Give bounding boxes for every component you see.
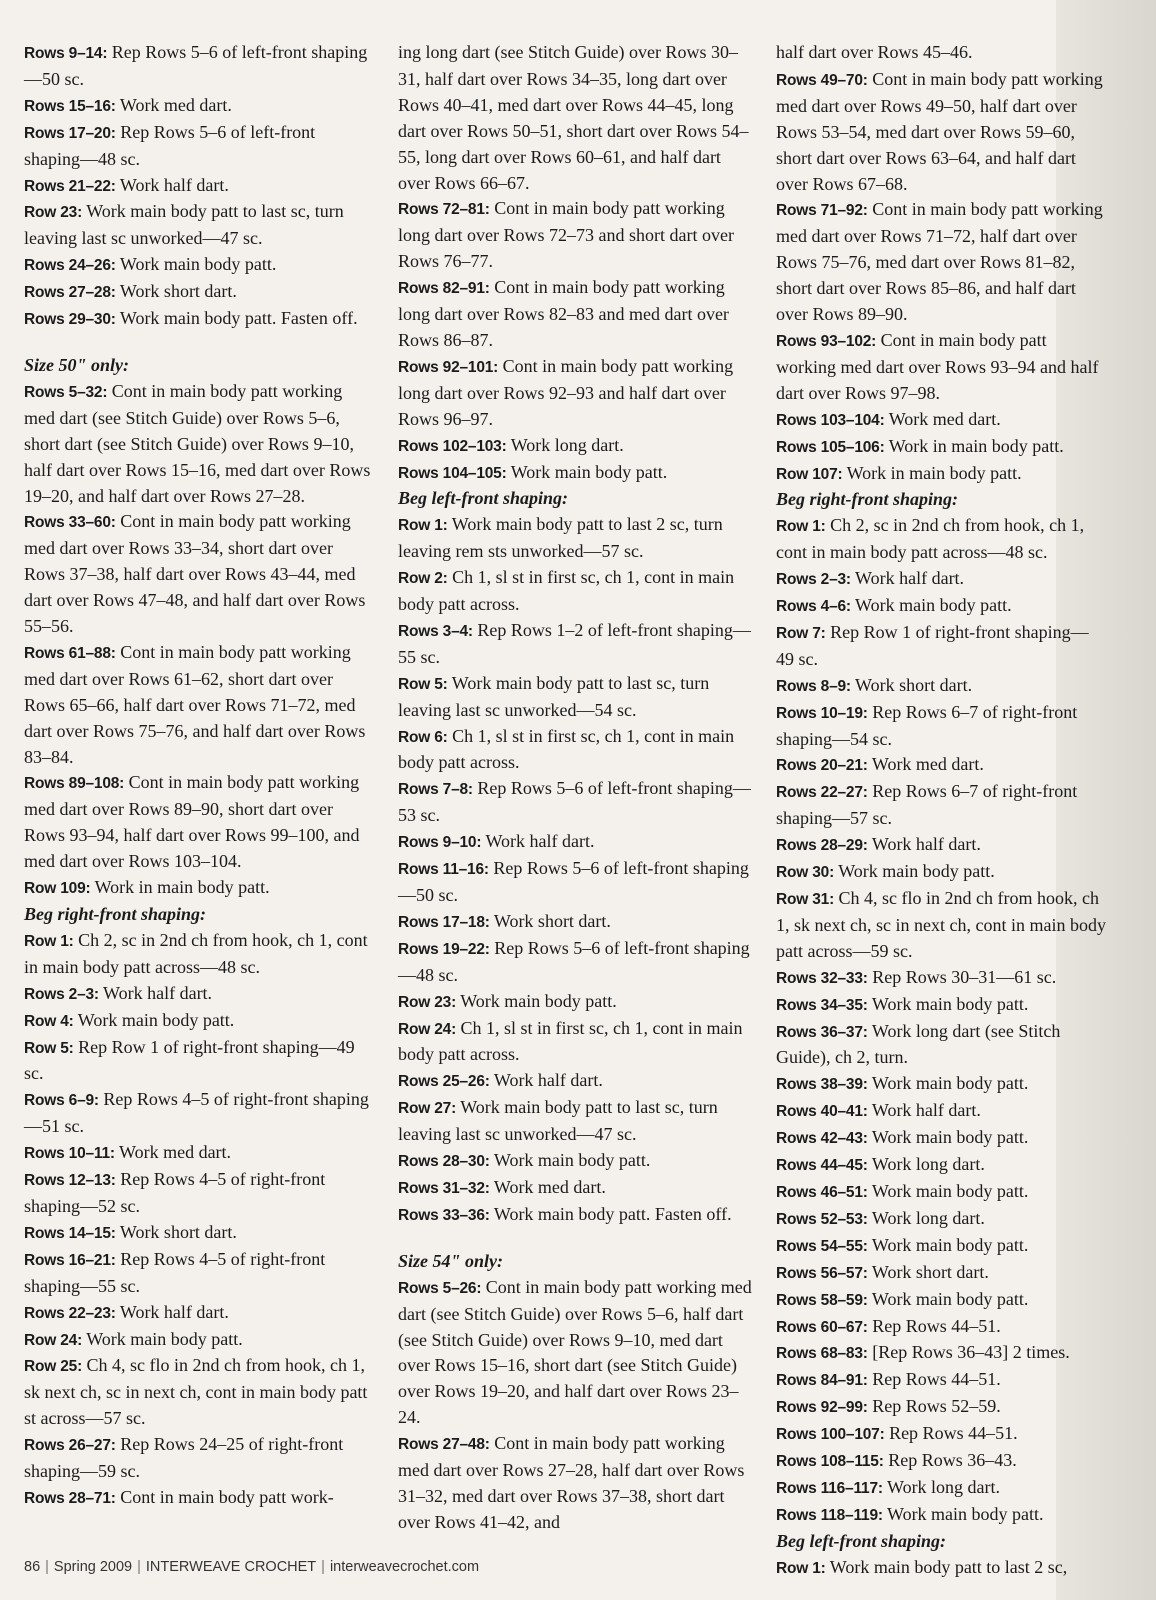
row-instruction: Rep Rows 5–6 of left-front shaping—48 sc.	[24, 121, 316, 169]
row-instruction: Rep Rows 44–51.	[867, 1315, 1001, 1336]
instruction-row	[24, 1167, 374, 1220]
instruction-row	[398, 856, 756, 909]
row-instruction: Work med dart.	[884, 408, 1001, 429]
instruction-row	[398, 989, 756, 1016]
row-label: Rows 17–18:	[398, 913, 490, 931]
instruction-row	[398, 1175, 756, 1202]
instruction-row	[776, 1421, 1106, 1448]
row-label: Rows 105–106:	[776, 438, 885, 456]
instruction-row	[776, 593, 1106, 620]
instruction-row	[776, 513, 1106, 566]
instruction-row	[24, 1247, 374, 1300]
row-label: Rows 10–11:	[24, 1145, 115, 1163]
row-instruction: Work half dart.	[98, 982, 213, 1003]
section-heading: Size 54" only:	[398, 1250, 503, 1271]
issue-date: Spring 2009	[53, 1559, 133, 1575]
row-instruction: Rep Rows 4–5 of right-front shaping—52 sc.	[24, 1169, 326, 1216]
instruction-row	[398, 1068, 756, 1095]
instruction-row	[776, 1394, 1106, 1421]
row-label: Rows 9–10:	[398, 834, 482, 852]
instruction-row	[398, 829, 756, 856]
row-label: Rows 10–19:	[776, 704, 868, 722]
row-instruction: Rep Rows 1–2 of left-front shaping—55 sc.	[398, 619, 751, 667]
text-column-2	[398, 40, 756, 1536]
row-label: Row 6:	[398, 728, 448, 746]
instruction-row	[24, 279, 374, 306]
row-label: Rows 28–29:	[776, 837, 868, 855]
instruction-row	[24, 252, 374, 279]
instruction-row	[398, 1202, 756, 1229]
row-instruction: Work main body patt.	[82, 1328, 243, 1349]
instruction-row	[398, 909, 756, 936]
row-instruction: half dart over Rows 45–46.	[776, 42, 973, 62]
row-instruction: Rep Rows 44–51.	[884, 1423, 1018, 1444]
row-instruction: Cont in main body patt work-	[115, 1486, 334, 1507]
website-url: interweavecrochet.com	[329, 1559, 480, 1575]
instruction-row	[776, 40, 1106, 67]
instruction-row	[398, 512, 756, 565]
instruction-row	[24, 173, 374, 200]
section-heading: Beg left-front shaping:	[776, 1530, 947, 1551]
row-instruction: Work main body patt.	[867, 1073, 1029, 1094]
row-instruction: Work main body patt.	[850, 595, 1012, 616]
row-instruction: Cont in main body patt working med dart over Rows 71–72, half dart over Rows 75–76, med dart over Rows 81–82, short dart over Rows 85–86, and half dart over Rows 89–90.	[776, 199, 1103, 325]
instruction-row	[24, 1353, 374, 1432]
instruction-row	[776, 1260, 1106, 1287]
section-spacer	[24, 333, 374, 353]
row-label: Rows 60–67:	[776, 1318, 868, 1336]
row-label: Rows 22–23:	[24, 1304, 116, 1322]
row-label: Row 25:	[24, 1358, 83, 1376]
instruction-row	[398, 1016, 756, 1069]
row-label: Row 5:	[24, 1039, 74, 1057]
row-label: Rows 93–102:	[776, 332, 877, 350]
instruction-row	[398, 724, 756, 777]
row-instruction: Work main body patt to last sc, turn leaving last sc unworked—47 sc.	[24, 201, 344, 249]
row-instruction: Work main body patt.	[73, 1009, 235, 1030]
row-label: Rows 15–16:	[24, 97, 116, 115]
row-label: Rows 21–22:	[24, 177, 116, 195]
instruction-row	[776, 1367, 1106, 1394]
row-instruction: Work in main body patt.	[884, 435, 1064, 456]
instruction-row	[776, 1152, 1106, 1179]
row-label: Rows 2–3:	[24, 985, 99, 1003]
row-instruction: Rep Rows 5–6 of left-front shaping—50 sc.	[398, 858, 749, 905]
instruction-row	[24, 1300, 374, 1327]
row-label: Rows 32–33:	[776, 969, 868, 987]
row-instruction: Ch 1, sl st in first sc, ch 1, cont in main body patt across.	[398, 725, 735, 773]
row-instruction: Work half dart.	[115, 1301, 229, 1322]
instruction-row	[776, 67, 1106, 198]
row-label: Rows 100–107:	[776, 1426, 885, 1444]
row-instruction: Work main body patt.	[115, 254, 277, 275]
section-heading: Beg right-front shaping:	[24, 904, 207, 924]
row-instruction: Work main body patt. Fasten off.	[115, 308, 358, 329]
instruction-row	[776, 965, 1106, 992]
row-label: Rows 29–30:	[24, 311, 116, 329]
row-label: Rows 102–103:	[398, 437, 507, 455]
row-label: Rows 92–99:	[776, 1399, 868, 1417]
row-instruction: Rep Row 1 of right-front shaping—49 sc.	[776, 621, 1089, 669]
row-instruction: Work med dart.	[114, 1142, 232, 1163]
row-instruction: Cont in main body patt working long dart over Rows 82–83 and med dart over Rows 86–87.	[398, 277, 729, 350]
row-instruction: Work main body patt.	[506, 461, 668, 482]
row-label: Rows 56–57:	[776, 1264, 868, 1282]
instruction-row	[398, 275, 756, 354]
row-instruction: Work short dart.	[850, 674, 973, 695]
page-number: 86	[24, 1559, 41, 1575]
row-label: Rows 20–21:	[776, 757, 868, 775]
instruction-row	[776, 1287, 1106, 1314]
row-instruction: Work long dart (see Stitch Guide), ch 2, turn.	[776, 1020, 1061, 1068]
row-label: Rows 89–108:	[24, 775, 125, 793]
row-label: Rows 28–30:	[398, 1153, 490, 1171]
instruction-row	[776, 1448, 1106, 1475]
row-label: Rows 5–32:	[24, 383, 108, 401]
row-instruction: Work med dart.	[489, 1176, 606, 1197]
instruction-row	[24, 199, 374, 252]
row-instruction: Cont in main body patt working long dart over Rows 92–93 and half dart over Rows 96–97.	[398, 355, 734, 429]
row-instruction: Work main body patt.	[867, 993, 1029, 1014]
instruction-row	[398, 433, 756, 460]
instruction-row	[398, 1431, 756, 1536]
instruction-row	[776, 407, 1106, 434]
row-label: Rows 54–55:	[776, 1237, 868, 1255]
section-heading: Size 50" only:	[24, 354, 129, 375]
row-label: Row 30:	[776, 864, 835, 882]
row-label: Rows 3–4:	[398, 622, 473, 640]
section-heading: Beg left-front shaping:	[398, 488, 569, 509]
row-label: Rows 25–26:	[398, 1073, 490, 1091]
row-instruction: Ch 2, sc in 2nd ch from hook, ch 1, cont in main body patt across—48 sc.	[776, 515, 1085, 563]
row-instruction: Cont in main body patt working med dart over Rows 61–62, short dart over Rows 65–66, half dart over Rows 71–72, med dart over Rows 75–76, and half dart over Rows 83–84.	[24, 641, 366, 767]
row-instruction: Work long dart.	[867, 1207, 985, 1228]
row-instruction: Rep Rows 6–7 of right-front shaping—54 sc.	[776, 701, 1078, 749]
instruction-row	[24, 93, 374, 120]
row-label: Rows 22–27:	[776, 784, 868, 802]
row-label: Rows 92–101:	[398, 358, 499, 376]
row-label: Rows 72–81:	[398, 201, 490, 219]
row-instruction: Work short dart.	[115, 281, 237, 302]
row-label: Row 1:	[398, 517, 448, 535]
row-instruction: Rep Rows 5–6 of left-front shaping—48 sc.	[398, 937, 750, 985]
row-instruction: Rep Rows 5–6 of left-front shaping—53 sc.	[398, 778, 751, 826]
instruction-row	[776, 992, 1106, 1019]
row-instruction: Work half dart.	[115, 174, 229, 195]
instruction-row	[776, 1098, 1106, 1125]
row-label: Rows 9–14:	[24, 45, 108, 62]
instruction-row	[776, 434, 1106, 461]
row-label: Rows 16–21:	[24, 1251, 116, 1269]
row-instruction: Work long dart.	[882, 1476, 1001, 1497]
row-label: Row 107:	[776, 465, 843, 483]
row-instruction: Ch 2, sc in 2nd ch from hook, ch 1, cont in main body patt across—48 sc.	[24, 929, 368, 977]
row-instruction: Cont in main body patt working med dart over Rows 49–50, half dart over Rows 53–54, med dart over Rows 59–60, short dart over Rows 63–64, and half dart over Rows 67–68.	[776, 68, 1103, 194]
row-label: Rows 116–117:	[776, 1479, 883, 1497]
instruction-row	[398, 460, 756, 487]
row-instruction: Work in main body patt.	[90, 877, 270, 898]
section-spacer	[398, 1229, 756, 1249]
instruction-row	[398, 565, 756, 618]
row-instruction: Work half dart.	[481, 831, 595, 852]
row-instruction: Cont in main body patt working med dart over Rows 89–90, short dart over Rows 93–94, half dart over Rows 99–100, and med dart over Rows 103–104.	[24, 772, 360, 872]
row-instruction: Work main body patt.	[867, 1127, 1029, 1148]
row-instruction: Work short dart.	[867, 1261, 989, 1282]
row-label: Rows 68–83:	[776, 1345, 868, 1363]
instruction-row	[776, 566, 1106, 593]
row-instruction: Work half dart.	[489, 1070, 603, 1091]
row-instruction: Work short dart.	[115, 1221, 237, 1242]
row-label: Rows 31–32:	[398, 1179, 490, 1197]
row-instruction: Ch 1, sl st in first sc, ch 1, cont in main body patt across.	[398, 1017, 743, 1065]
row-label: Row 1:	[776, 518, 826, 536]
instruction-row	[776, 700, 1106, 753]
row-instruction: Work main body patt.	[456, 990, 617, 1011]
instruction-row	[24, 928, 374, 981]
instruction-row	[776, 1233, 1106, 1260]
row-label: Rows 58–59:	[776, 1291, 868, 1309]
row-instruction: Work long dart.	[867, 1154, 985, 1175]
instruction-row	[776, 461, 1106, 488]
row-label: Rows 52–53:	[776, 1210, 868, 1228]
instruction-row	[776, 1555, 1106, 1582]
instruction-row	[776, 197, 1106, 328]
instruction-row	[398, 618, 756, 671]
row-instruction: Work half dart.	[867, 834, 981, 855]
row-label: Rows 12–13:	[24, 1172, 116, 1190]
row-label: Rows 33–36:	[398, 1206, 490, 1224]
instruction-row	[398, 1275, 756, 1431]
row-instruction: Work main body patt.	[882, 1503, 1044, 1524]
row-instruction: Cont in main body patt working long dart over Rows 72–73 and short dart over Rows 76–77.	[398, 198, 734, 272]
row-instruction: ing long dart (see Stitch Guide) over Rows 30–31, half dart over Rows 34–35, long dart over Rows 40–41, med dart over Rows 44–45, long dart over Rows 50–51, short dart over Rows 54–55, long dart over Rows 60–61, and half dart over Rows 66–67.	[398, 42, 749, 193]
row-instruction: Ch 1, sl st in first sc, ch 1, cont in main body patt across.	[398, 567, 735, 615]
row-label: Rows 104–105:	[398, 464, 507, 482]
row-instruction: Rep Rows 4–5 of right-front shaping—55 sc.	[24, 1248, 326, 1296]
row-instruction: Cont in main body patt working med dart (see Stitch Guide) over Rows 5–6, short dart (see Stitch Guide) over Rows 9–10, half dart over Rows 15–16, med dart over Rows 19–20, and half dart over Rows 27–28.	[24, 380, 371, 506]
instruction-row	[24, 1035, 374, 1088]
row-label: Row 109:	[24, 880, 91, 898]
instruction-row	[24, 875, 374, 902]
page-footer	[24, 1559, 479, 1575]
row-instruction: Work main body patt to last 2 sc, turn leaving rem sts unworked—57 sc.	[398, 514, 723, 562]
instruction-row	[776, 328, 1106, 407]
text-column-3	[776, 40, 1106, 1582]
row-instruction: Work in main body patt.	[842, 462, 1022, 483]
row-label: Rows 82–91:	[398, 280, 490, 298]
row-instruction: Ch 4, sc flo in 2nd ch from hook, ch 1, sk next ch, sc in next ch, cont in main body patt st across—57 sc.	[24, 1355, 368, 1429]
row-label: Rows 84–91:	[776, 1372, 868, 1390]
instruction-row	[24, 1432, 374, 1485]
instruction-row	[398, 671, 756, 724]
instruction-row	[776, 673, 1106, 700]
row-label: Rows 27–48:	[398, 1436, 490, 1454]
row-label: Rows 44–45:	[776, 1157, 868, 1175]
instruction-row	[24, 640, 374, 771]
row-instruction: Work main body patt to last sc, turn leaving last sc unworked—54 sc.	[398, 672, 710, 720]
row-instruction: Rep Rows 30–31—61 sc.	[867, 966, 1057, 987]
row-instruction: Work half dart.	[867, 1100, 981, 1121]
row-label: Row 1:	[776, 1559, 826, 1577]
instruction-row	[776, 752, 1106, 779]
row-label: Rows 6–9:	[24, 1092, 99, 1110]
row-label: Row 1:	[24, 932, 74, 950]
instruction-row	[398, 196, 756, 275]
row-label: Rows 49–70:	[776, 71, 868, 89]
row-instruction: Work main body patt.	[489, 1150, 651, 1171]
row-instruction: Work main body patt. Fasten off.	[489, 1203, 732, 1224]
row-instruction: Work main body patt to last 2 sc,	[825, 1556, 1068, 1577]
instruction-row	[24, 40, 374, 93]
row-instruction: Cont in main body patt working med dart over Rows 33–34, short dart over Rows 37–38, half dart over Rows 43–44, med dart over Rows 47–48, and half dart over Rows 55–56.	[24, 511, 366, 637]
row-label: Row 24:	[398, 1020, 457, 1038]
instruction-row	[776, 886, 1106, 965]
row-label: Rows 34–35:	[776, 996, 868, 1014]
row-instruction: Work main body patt.	[834, 861, 995, 882]
footer-separator: |	[45, 1559, 49, 1575]
instruction-row	[398, 1148, 756, 1175]
row-label: Rows 46–51:	[776, 1183, 868, 1201]
row-label: Rows 38–39:	[776, 1076, 868, 1094]
row-label: Rows 108–115:	[776, 1453, 884, 1471]
row-instruction: Work short dart.	[489, 910, 611, 931]
instruction-row	[24, 1008, 374, 1035]
row-label: Rows 28–71:	[24, 1489, 116, 1507]
instruction-row	[776, 1340, 1106, 1367]
instruction-row	[398, 776, 756, 829]
instruction-row	[24, 770, 374, 875]
instruction-row	[24, 379, 374, 510]
row-instruction: Rep Rows 24–25 of right-front shaping—59 sc.	[24, 1434, 344, 1482]
instruction-row	[398, 1095, 756, 1148]
magazine-name: INTERWEAVE CROCHET	[145, 1559, 317, 1575]
row-label: Rows 2–3:	[776, 571, 851, 589]
row-label: Rows 4–6:	[776, 598, 851, 616]
instruction-row	[398, 354, 756, 433]
row-instruction: Cont in main body patt working med dart over Rows 93–94 and half dart over Rows 97–98.	[776, 329, 1099, 403]
row-label: Rows 71–92:	[776, 202, 868, 220]
row-instruction: Work med dart.	[867, 754, 984, 775]
row-label: Row 5:	[398, 675, 448, 693]
row-label: Row 23:	[24, 204, 83, 222]
row-instruction: Work main body patt to last sc, turn leaving last sc unworked—47 sc.	[398, 1097, 718, 1145]
row-instruction: Rep Rows 36–43.	[883, 1450, 1017, 1471]
row-instruction: Cont in main body patt working med dart over Rows 27–28, half dart over Rows 31–32, med dart over Rows 37–38, short dart over Rows 41–42, and	[398, 1433, 745, 1532]
row-instruction: [Rep Rows 36–43] 2 times.	[867, 1342, 1070, 1363]
row-label: Row 24:	[24, 1331, 83, 1349]
row-label: Row 7:	[776, 624, 826, 642]
row-label: Rows 36–37:	[776, 1023, 868, 1041]
row-label: Rows 5–26:	[398, 1279, 482, 1297]
footer-separator: |	[137, 1559, 141, 1575]
row-label: Rows 19–22:	[398, 940, 490, 958]
row-instruction: Rep Rows 52–59.	[867, 1396, 1001, 1417]
row-label: Rows 7–8:	[398, 781, 473, 799]
instruction-row	[24, 1220, 374, 1247]
instruction-row	[776, 1314, 1106, 1341]
instruction-row	[776, 779, 1106, 832]
instruction-row	[398, 936, 756, 989]
row-label: Rows 40–41:	[776, 1103, 868, 1121]
row-label: Rows 33–60:	[24, 514, 116, 532]
row-label: Rows 14–15:	[24, 1224, 116, 1242]
row-instruction: Work med dart.	[115, 94, 232, 115]
row-instruction: Rep Rows 4–5 of right-front shaping—51 sc.	[24, 1089, 369, 1137]
row-label: Row 4:	[24, 1012, 74, 1030]
instruction-row	[398, 40, 756, 196]
instruction-row	[776, 832, 1106, 859]
row-instruction: Work main body patt.	[867, 1180, 1029, 1201]
row-instruction: Rep Rows 5–6 of left-front shaping—50 sc.	[24, 42, 368, 89]
row-label: Rows 103–104:	[776, 411, 885, 429]
section-heading: Beg right-front shaping:	[776, 489, 959, 510]
row-instruction: Cont in main body patt working med dart (see Stitch Guide) over Rows 5–6, half dart (see Stitch Guide) over Rows 9–10, med dart over Rows 15–16, short dart (see Stitch Guide) over Rows 19–20, and half dart over Rows 23–24.	[398, 1276, 752, 1428]
row-instruction: Work half dart.	[850, 568, 965, 589]
instruction-row	[776, 1502, 1106, 1529]
row-instruction: Rep Row 1 of right-front shaping—49 sc.	[24, 1036, 355, 1084]
row-label: Rows 118–119:	[776, 1506, 883, 1524]
row-instruction: Work main body patt.	[867, 1288, 1029, 1309]
instruction-row	[24, 981, 374, 1008]
text-column-1	[24, 40, 374, 1512]
instruction-row	[776, 859, 1106, 886]
row-label: Rows 61–88:	[24, 644, 116, 662]
instruction-row	[776, 1019, 1106, 1072]
row-instruction: Rep Rows 6–7 of right-front shaping—57 sc.	[776, 781, 1078, 829]
row-label: Rows 27–28:	[24, 284, 116, 302]
row-label: Row 2:	[398, 570, 448, 588]
row-instruction: Work long dart.	[506, 434, 624, 455]
row-label: Rows 17–20:	[24, 124, 116, 142]
row-instruction: Ch 4, sc flo in 2nd ch from hook, ch 1, sk next ch, sc in next ch, cont in main body patt across—59 sc.	[776, 888, 1106, 961]
row-label: Rows 26–27:	[24, 1437, 116, 1455]
instruction-row	[776, 1475, 1106, 1502]
instruction-row	[776, 1206, 1106, 1233]
row-instruction: Work main body patt.	[867, 1234, 1029, 1255]
instruction-row	[24, 509, 374, 640]
row-label: Row 23:	[398, 993, 457, 1011]
instruction-row	[776, 620, 1106, 673]
row-label: Rows 8–9:	[776, 677, 851, 695]
row-label: Row 31:	[776, 891, 835, 908]
instruction-row	[24, 1087, 374, 1140]
row-label: Row 27:	[398, 1100, 457, 1118]
instruction-row	[776, 1179, 1106, 1206]
instruction-row	[24, 120, 374, 173]
row-instruction: Rep Rows 44–51.	[867, 1369, 1001, 1390]
instruction-row	[776, 1125, 1106, 1152]
instruction-row	[24, 1327, 374, 1354]
instruction-row	[776, 1071, 1106, 1098]
row-label: Rows 42–43:	[776, 1130, 868, 1148]
instruction-row	[24, 1140, 374, 1167]
footer-separator: |	[321, 1559, 325, 1575]
row-label: Rows 24–26:	[24, 257, 116, 275]
row-label: Rows 11–16:	[398, 861, 489, 879]
instruction-row	[24, 1485, 374, 1512]
instruction-row	[24, 306, 374, 333]
